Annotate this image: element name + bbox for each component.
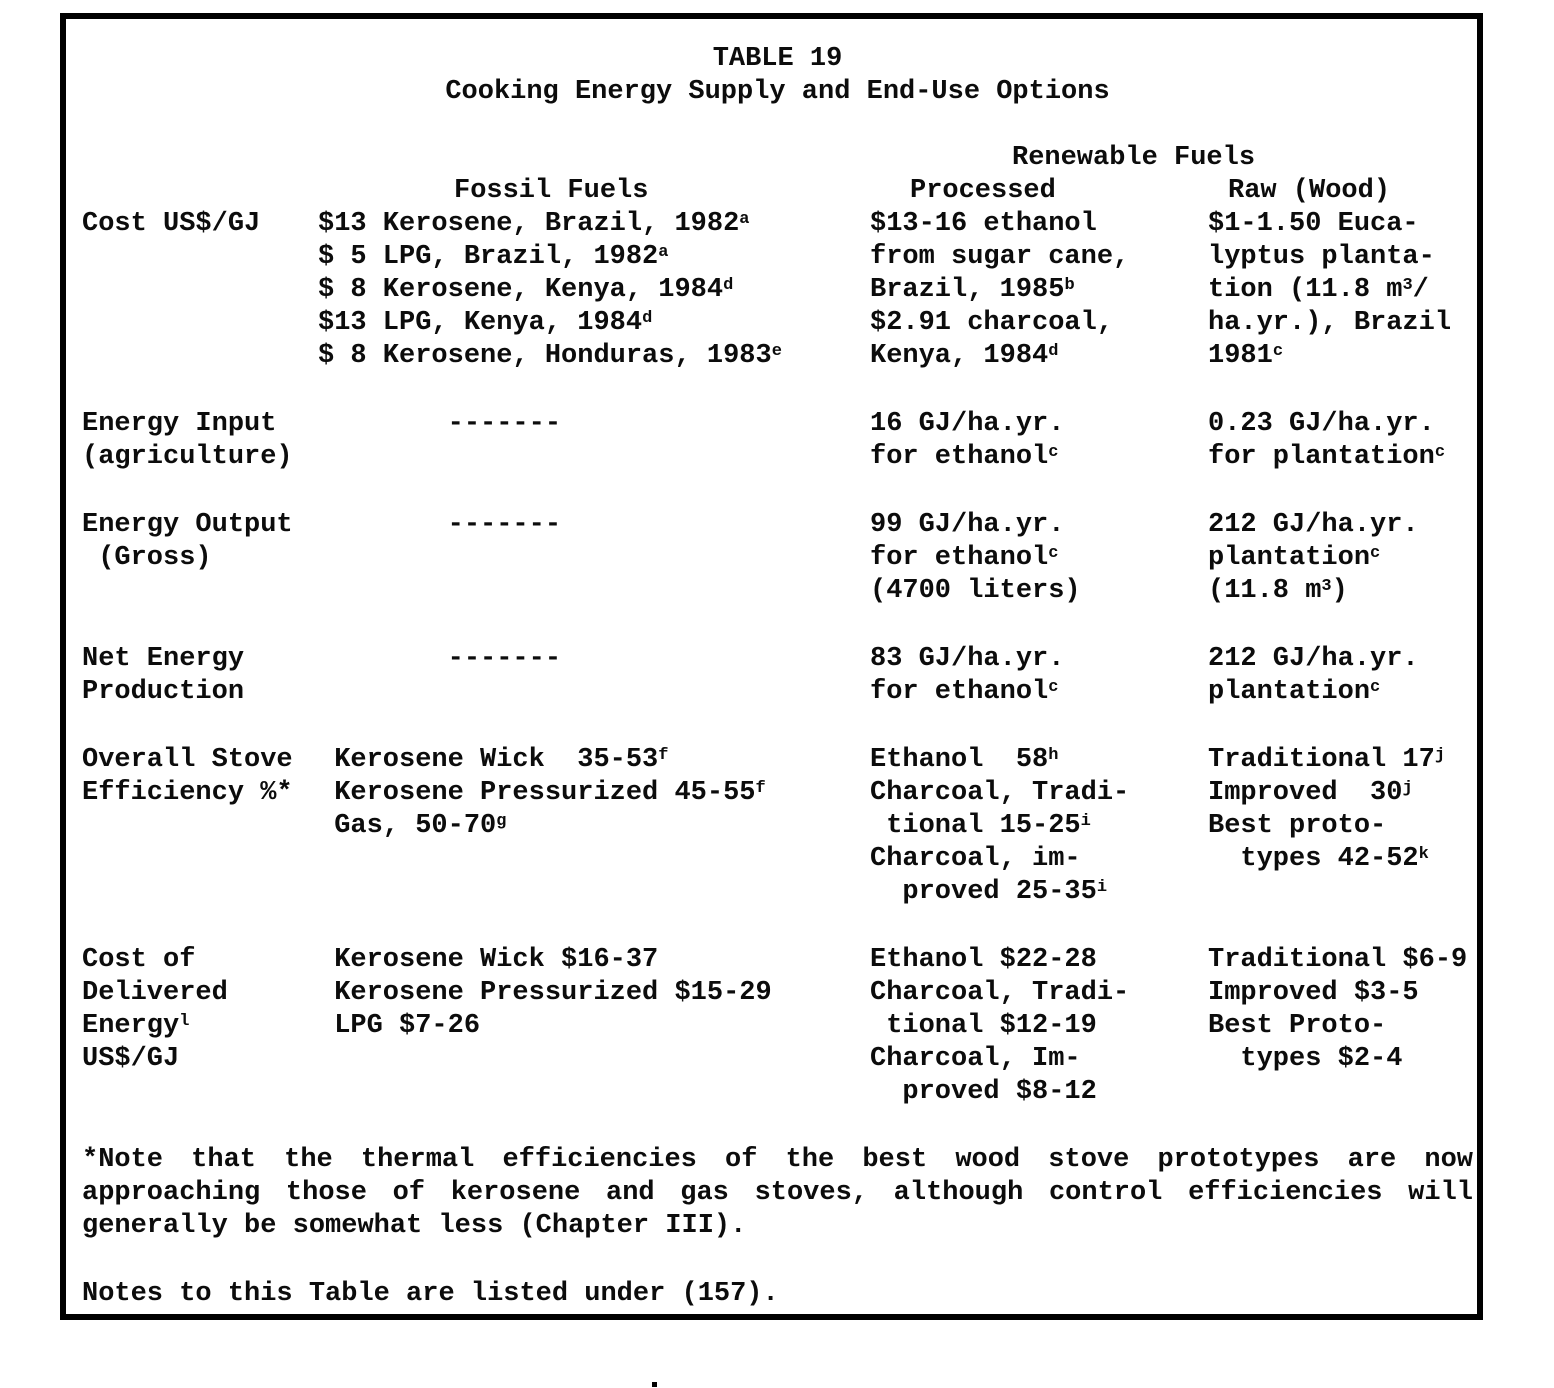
processed-header: Processed <box>910 176 1056 206</box>
processed-cell: $13-16 ethanol from sugar cane, Brazil, 1985$^b$ $2.91 charcoal, Kenya, 1984$^d$ <box>870 209 1130 371</box>
fossil-cell: ------- <box>318 409 562 439</box>
processed-cell: 83 GJ/ha.yr. for ethanol$^c$ <box>870 644 1065 707</box>
row-energy-input <box>82 408 1473 474</box>
footnote-line: generally be somewhat less (Chapter III). <box>82 1211 747 1241</box>
table-caption: Cooking Energy Supply and End-Use Options <box>445 77 1110 107</box>
table-border-frame <box>60 13 1483 1320</box>
fossil-cell: ------- <box>318 644 562 674</box>
row-label: Net Energy Production <box>82 644 245 707</box>
row-cost-per-gj <box>82 208 1473 373</box>
footnote-line: *Note that the thermal efficiencies of the best wood stove prototypes are now <box>82 1145 1473 1175</box>
raw-cell: 212 GJ/ha.yr. plantation$^c$ <box>1208 644 1419 707</box>
processed-cell: Ethanol 58$^h$ Charcoal, Tradi- tional 15-25$^i$ Charcoal, im- proved 25-35$^i$ <box>870 745 1130 907</box>
raw-wood-header: Raw (Wood) <box>1228 176 1391 206</box>
renewable-fuels-group-header: Renewable Fuels <box>1012 143 1256 173</box>
row-label: Energy Input (agriculture) <box>82 409 293 472</box>
row-delivered-energy-cost <box>82 944 1473 1109</box>
processed-cell: 99 GJ/ha.yr. for ethanol$^c$ (4700 liters) <box>870 510 1081 606</box>
raw-cell: 212 GJ/ha.yr. plantation$^c$ (11.8 $m^3$) <box>1208 510 1419 606</box>
footnote-line: approaching those of kerosene and gas stoves, although control efficiencies will <box>82 1178 1473 1208</box>
fossil-cell: $13 Kerosene, Brazil, 1982$^a$ $ 5 LPG, Brazil, 1982$^a$ $ 8 Kerosene, Kenya, 1984$^d$ $13 LPG, Kenya, 1984$^d$ $ 8 Kerosene, Honduras, 1983e <box>318 209 782 371</box>
fossil-cell: Kerosene Wick 35-53$^f$ Kerosene Pressurized 45-55$^f$ Gas, 50-70$^g$ <box>318 745 766 841</box>
scan-artifact-dot <box>652 1382 657 1387</box>
fossil-cell: ------- <box>318 510 562 540</box>
empty-header-cell <box>82 175 318 208</box>
row-label: Cost of Delivered Energy$^l$ US$/GJ <box>82 945 228 1074</box>
processed-cell: 16 GJ/ha.yr. for ethanol$^c$ <box>870 409 1065 472</box>
notes-reference-line: Notes to this Table are listed under (157). <box>82 1279 779 1309</box>
row-net-energy-production <box>82 643 1473 709</box>
fossil-fuels-header: Fossil Fuels <box>454 176 649 206</box>
table-number-title: TABLE 19 <box>712 44 843 74</box>
efficiency-footnote <box>82 1144 1473 1243</box>
row-energy-output <box>82 509 1473 608</box>
processed-cell: Ethanol $22-28 Charcoal, Tradi- tional $12-19 Charcoal, Im- proved $8-12 <box>870 945 1130 1107</box>
raw-cell: Traditional $6-9 Improved $3-5 Best Proto- types $2-4 <box>1208 945 1468 1074</box>
row-label: Overall Stove Efficiency %* <box>82 745 293 808</box>
fossil-cell: Kerosene Wick $16-37 Kerosene Pressurized $15-29 LPG $7-26 <box>318 945 772 1041</box>
raw-cell: 0.23 GJ/ha.yr. for plantation$^c$ <box>1208 409 1446 472</box>
row-label: Cost US$/GJ <box>82 209 261 239</box>
column-header-row <box>82 175 1473 208</box>
row-label: Energy Output (Gross) <box>82 510 293 573</box>
column-group-header-row <box>82 142 1473 175</box>
table-title-block <box>82 43 1473 109</box>
raw-cell: Traditional 17$^j$ Improved 30$^j$ Best proto- types 42-52$^k$ <box>1208 745 1446 874</box>
raw-cell: $1-1.50 Euca- lyptus planta- tion (11.8 $m^3/$ ha.yr.), Brazil 1981$^c$ <box>1208 209 1452 371</box>
row-stove-efficiency <box>82 744 1473 909</box>
